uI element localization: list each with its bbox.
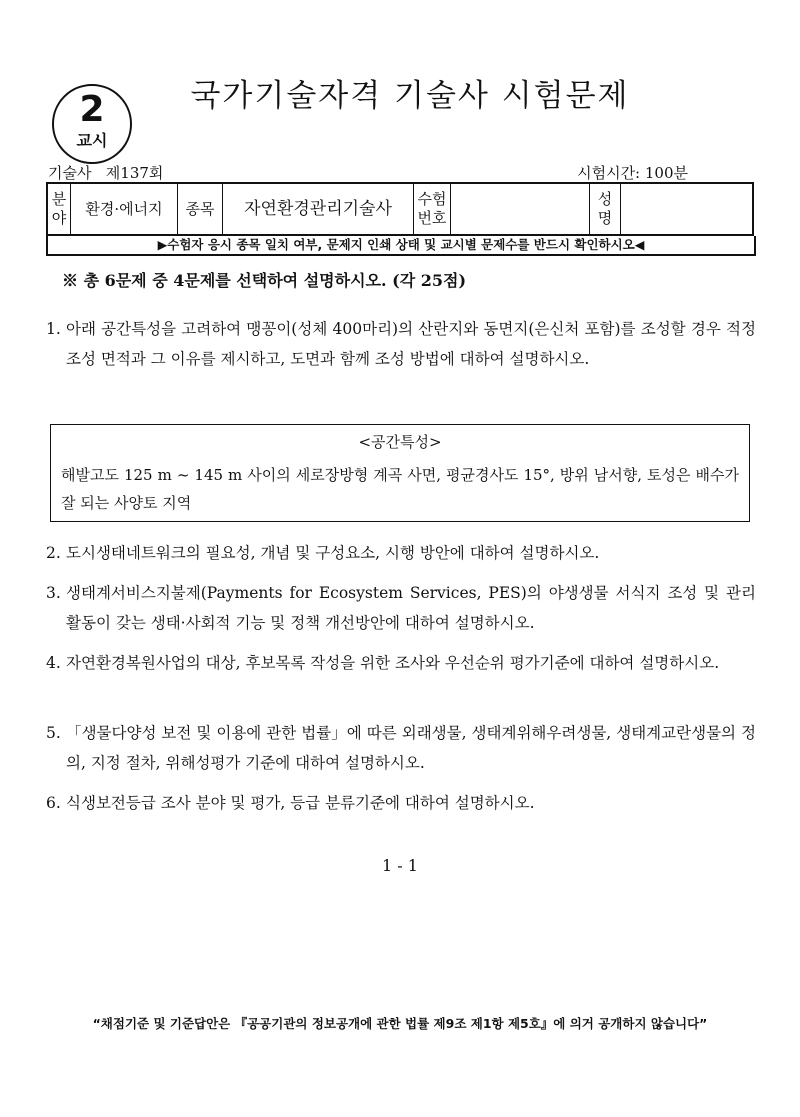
session-number: 2: [79, 89, 105, 130]
field-label: 분 야: [47, 183, 71, 235]
footer-notice: “채점기준 및 기준답안은 『공공기관의 정보공개에 관한 법률 제9조 제1항 제5호』에 의거 공개하지 않습니다”: [92, 1016, 708, 1031]
exam-time: 시험시간: 100분: [577, 164, 688, 182]
question-2: [46, 538, 756, 568]
page-number: 1 - 1: [382, 856, 418, 875]
question-4: [46, 648, 756, 678]
notice-bar: ▶수험자 응시 종목 일치 여부, 문제지 인쇄 상태 및 교시별 문제수를 반드시 확인하시오◀: [46, 236, 756, 256]
page-title: 국가기술자격 기술사 시험문제: [190, 78, 630, 114]
category-label: 종목: [178, 183, 223, 235]
instruction: ※ 총 6문제 중 4문제를 선택하여 설명하시오. (각 25점): [62, 271, 467, 290]
session-badge: [52, 84, 132, 164]
exam-type: 기술사: [48, 164, 92, 182]
field-value: 환경·에너지: [71, 183, 178, 235]
question-6: [46, 788, 756, 818]
question-text: 「생물다양성 보전 및 이용에 관한 법률」에 따른 외래생물, 생태계위해우려생물, 생태계교란생물의 정의, 지정 절차, 위해성평가 기준에 대하여 설명하시오.: [66, 724, 756, 772]
exam-round-info: [48, 162, 163, 183]
exam-info-table: [46, 182, 754, 236]
question-number: 3.: [46, 584, 61, 602]
category-value: 자연환경관리기술사: [223, 183, 414, 235]
name-field[interactable]: [621, 183, 754, 235]
question-number: 4.: [46, 654, 61, 672]
question-text: 도시생태네트워크의 필요성, 개념 및 구성요소, 시행 방안에 대하여 설명하시오.: [66, 544, 600, 562]
spec-box-title: <공간특성>: [358, 433, 442, 451]
question-1: [46, 314, 756, 374]
question-text: 아래 공간특성을 고려하여 맹꽁이(성체 400마리)의 산란지와 동면지(은신처 포함)를 조성할 경우 적정 조성 면적과 그 이유를 제시하고, 도면과 함께 조성 방법에 대하여 설명하시오.: [66, 320, 756, 368]
exam-no-label: 수험 번호: [414, 183, 451, 235]
question-number: 5.: [46, 724, 61, 742]
question-text: 생태계서비스지불제(Payments for Ecosystem Services, PES)의 야생생물 서식지 조성 및 관리 활동이 갖는 생태·사회적 기능 및 정책 개선방안에 대하여 설명하시오.: [66, 584, 756, 632]
question-3: [46, 578, 756, 638]
question-number: 6.: [46, 794, 61, 812]
question-5: [46, 718, 756, 778]
name-label: 성 명: [590, 183, 621, 235]
spec-box-text: 해발고도 125 m ~ 145 m 사이의 세로장방형 계곡 사면, 평균경사도 15°, 방위 남서향, 토성은 배수가 잘 되는 사양토 지역: [61, 466, 739, 512]
question-text: 자연환경복원사업의 대상, 후보목록 작성을 위한 조사와 우선순위 평가기준에 대하여 설명하시오.: [66, 654, 720, 672]
spatial-characteristics-box: [50, 424, 750, 522]
question-number: 2.: [46, 544, 61, 562]
session-label: 교시: [76, 131, 108, 150]
question-number: 1.: [46, 320, 61, 338]
exam-round: 제137회: [105, 164, 164, 182]
exam-no-field[interactable]: [451, 183, 590, 235]
question-text: 식생보전등급 조사 분야 및 평가, 등급 분류기준에 대하여 설명하시오.: [66, 794, 535, 812]
